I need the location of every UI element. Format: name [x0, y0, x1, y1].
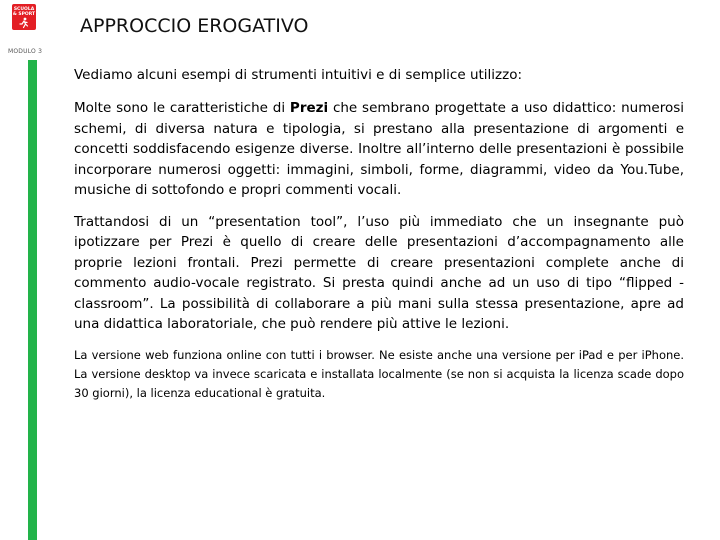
paragraph-text: Molte sono le caratteristiche di [74, 100, 290, 116]
paragraph-prezi-features [74, 98, 684, 201]
slide-content [74, 65, 684, 414]
scuola-sport-logo [8, 4, 40, 44]
paragraph-text: che sembrano progettate a uso didattico: numerosi schemi, di diversa natura e tipologia, si prestano alla presentazione di argomenti e concetti soddisfacendo esigenze diverse. Inoltre all’interno delle presentazioni è possibile incorporare numerosi oggetti: immagini, simboli, forme, diagrammi, video da You.Tube, musiche di sottofondo e propri commenti vocali. [74, 100, 684, 198]
runner-figure-icon [18, 17, 30, 29]
paragraph-presentation-tool: Trattandosi di un “presentation tool”, l’uso più immediato che un insegnante può ipotizzare per Prezi è quello di creare delle presentazioni d’accompagnamento alle proprie lezioni frontali. Prezi permette di creare presentazioni complete anche di commento audio-vocale registrato. Si presta quindi anche ad un uso di tipo “flipped -classroom”. La possibilità di collaborare a più mani sulla stessa presentazione, apre ad una didattica laboratoriale, che può rendere più attive le lezioni. [74, 213, 684, 332]
paragraph-versions-license: La versione web funziona online con tutti i browser. Ne esiste anche una versione per iPad e per iPhone. La versione desktop va invece scaricata e installata localmente (se non si acquista la licenza scade dopo 30 giorni), la licenza educational è gratuita. [74, 347, 684, 400]
module-label: MODULO 3 [8, 48, 43, 55]
logo-text-line2: & SPORT [12, 12, 36, 17]
page-title: APPROCCIO EROGATIVO [80, 15, 309, 37]
logo-text-line1: SCUOLA [13, 7, 35, 12]
accent-bar [28, 60, 37, 540]
prezi-bold-term: Prezi [289, 100, 329, 116]
intro-text: Vediamo alcuni esempi di strumenti intuitivi e di semplice utilizzo: [74, 67, 523, 83]
